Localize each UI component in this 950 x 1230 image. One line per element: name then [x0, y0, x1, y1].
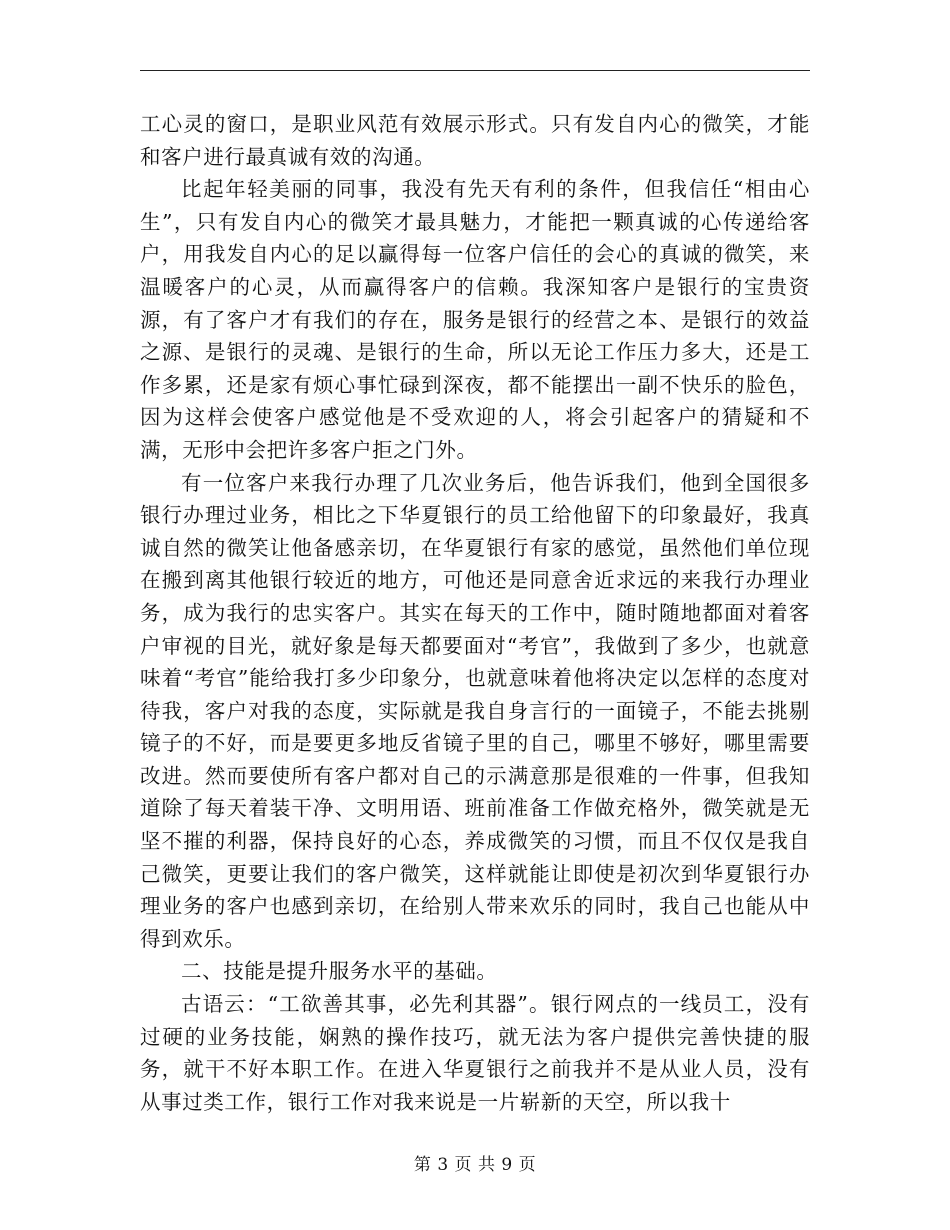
- paragraph-skills: 古语云：“工欲善其事，必先利其器”。银行网点的一线员工，没有过硬的业务技能，娴熟的操作技巧，就无法为客户提供完善快捷的服务，就干不好本职工作。在进入华夏银行之前我并不是从业人员，没有从事过类工作，银行工作对我来说是一片崭新的天空，所以我十: [140, 992, 810, 1114]
- page-number: 第 3 页 共 9 页: [413, 1155, 537, 1175]
- header-rule: [140, 70, 810, 71]
- document-body: [140, 108, 810, 1118]
- paragraph-customer-story: 有一位客户来我行办理了几次业务后，他告诉我们，他到全国很多银行办理过业务，相比之下华夏银行的员工给他留下的印象最好，我真诚自然的微笑让他备感亲切，在华夏银行有家的感觉，虽然他们单位现在搬到离其他银行较近的地方，可他还是同意舍近求远的来我行办理业务，成为我行的忠实客户。其实在每天的工作中，随时随地都面对着客户审视的目光，就好象是每天都要面对“考官”，我做到了多少，也就意味着“考官”能给我打多少印象分，也就意味着他将决定以怎样的态度对待我，客户对我的态度，实际就是我自身言行的一面镜子，不能去挑剔镜子的不好，而是要更多地反省镜子里的自己，哪里不够好，哪里需要改进。然而要使所有客户都对自己的示满意那是很难的一件事，但我知道除了每天着装干净、文明用语、班前准备工作做充格外，微笑就是无坚不摧的利器，保持良好的心态，养成微笑的习惯，而且不仅仅是我自己微笑，更要让我们的客户微笑，这样就能让即使是初次到华夏银行办理业务的客户也感到亲切，在给别人带来欢乐的同时，我自己也能从中得到欢乐。: [140, 470, 810, 951]
- paragraph-continuation: 工心灵的窗口，是职业风范有效展示形式。只有发自内心的微笑，才能和客户进行最真诚有效的沟通。: [140, 112, 810, 169]
- section-heading-skills: 二、技能是提升服务水平的基础。: [181, 959, 498, 984]
- paragraph-smile-confidence: 比起年轻美丽的同事，我没有先天有利的条件，但我信任“相由心生”，只有发自内心的微笑才最具魅力，才能把一颗真诚的心传递给客户，用我发自内心的足以赢得每一位客户信任的会心的真诚的微笑，来温暖客户的心灵，从而赢得客户的信赖。我深知客户是银行的宝贵资源，有了客户才有我们的存在，服务是银行的经营之本、是银行的效益之源、是银行的灵魂、是银行的生命，所以无论工作压力多大，还是工作多累，还是家有烦心事忙碌到深夜，都不能摆出一副不快乐的脸色，因为这样会使客户感觉他是不受欢迎的人，将会引起客户的猜疑和不满，无形中会把许多客户拒之门外。: [140, 177, 810, 462]
